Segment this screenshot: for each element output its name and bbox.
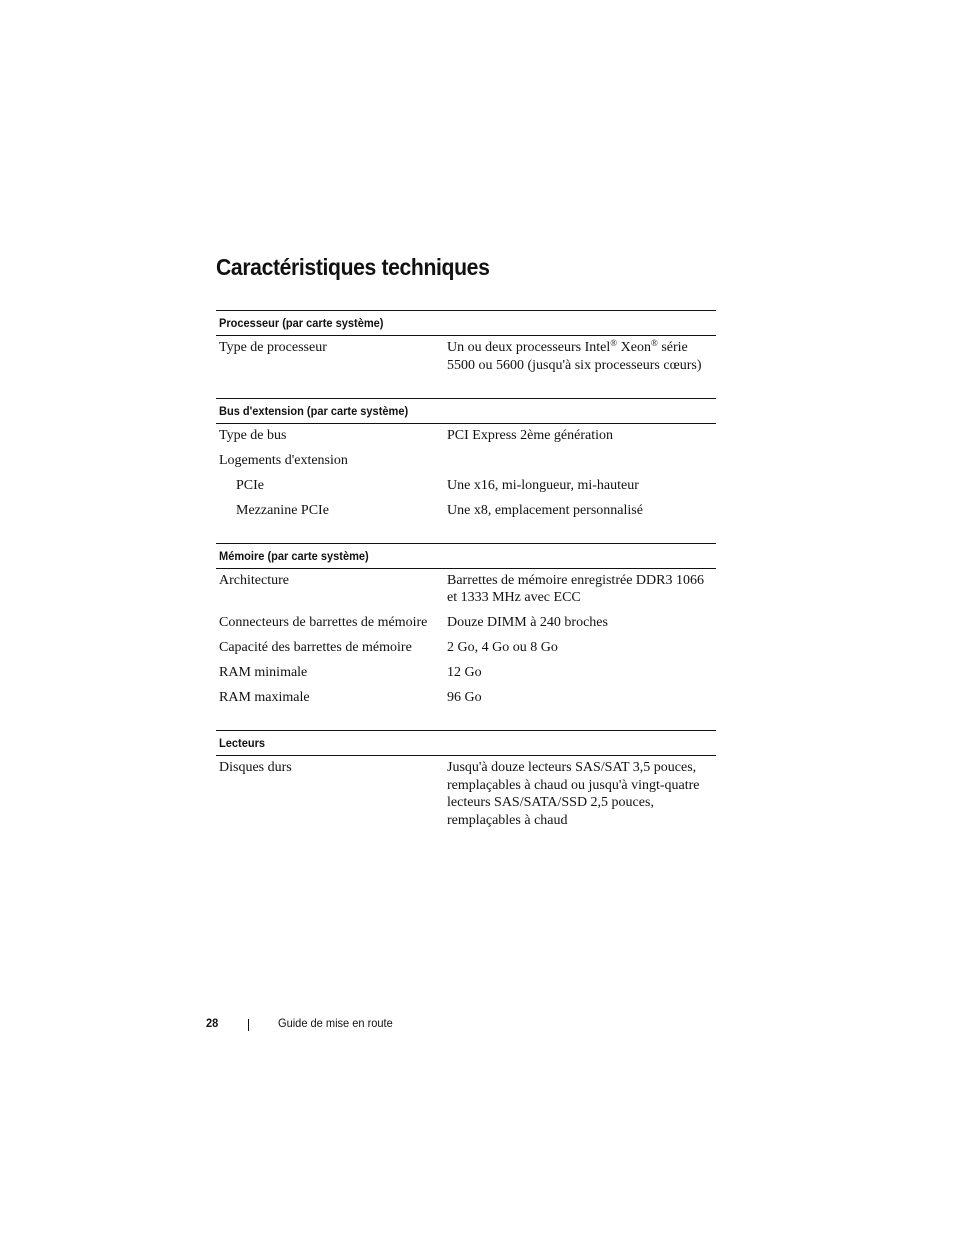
spec-row-expansion-slots — [216, 452, 716, 477]
section-processor — [216, 310, 716, 398]
spec-row-hard-drives — [216, 759, 716, 837]
spec-row-ram-max — [216, 689, 716, 714]
spec-row-processor-type — [216, 339, 716, 382]
spec-value: 12 Go — [447, 665, 482, 680]
spec-label: RAM maximale — [219, 690, 310, 705]
spec-label: Connecteurs de barrettes de mémoire — [219, 615, 428, 630]
spec-row-memory-capacity — [216, 639, 716, 664]
spec-label: Mezzanine PCIe — [236, 502, 329, 518]
spec-row-mezzanine-pcie — [216, 502, 716, 527]
section-header — [216, 730, 716, 756]
spec-row-pcie — [216, 477, 716, 502]
spec-value — [444, 452, 712, 470]
spec-row-memory-connectors — [216, 614, 716, 639]
spec-value: 96 Go — [447, 690, 482, 705]
section-memory — [216, 543, 716, 731]
section-header-label: Bus d'extension (par carte système) — [219, 403, 409, 418]
spec-value: Jusqu'à douze lecteurs SAS/SAT 3,5 pouces, remplaçables à chaud ou jusqu'à vingt-quatre lecteurs SAS/SATA/SSD 2,5 pouces, remplaçables à chaud — [447, 760, 700, 828]
spec-label: Capacité des barrettes de mémoire — [219, 640, 412, 655]
spec-label: PCIe — [236, 477, 264, 493]
spec-value: PCI Express 2ème génération — [447, 427, 614, 443]
spec-table — [216, 310, 716, 853]
section-expansion-bus — [216, 398, 716, 543]
section-header — [216, 543, 716, 569]
footer-divider — [248, 1019, 249, 1031]
spec-value: Barrettes de mémoire enregistrée DDR3 1066 et 1333 MHz avec ECC — [447, 572, 704, 605]
page-title: Caractéristiques techniques — [216, 254, 490, 280]
spec-row-architecture — [216, 572, 716, 615]
spec-value: Douze DIMM à 240 broches — [447, 615, 608, 630]
section-header — [216, 310, 716, 336]
spec-value: 2 Go, 4 Go ou 8 Go — [447, 640, 558, 655]
spec-value: Une x16, mi-longueur, mi-hauteur — [447, 477, 639, 493]
spec-label: Type de bus — [219, 427, 287, 443]
section-header-label: Mémoire (par carte système) — [219, 548, 369, 563]
spec-label: Type de processeur — [219, 340, 327, 355]
spec-value: Une x8, emplacement personnalisé — [447, 502, 643, 518]
spec-label: Disques durs — [219, 760, 292, 775]
section-header-label: Processeur (par carte système) — [219, 316, 384, 330]
section-header-label: Lecteurs — [219, 736, 266, 750]
page-number: 28 — [206, 1016, 219, 1030]
spec-label: Logements d'extension — [219, 452, 348, 468]
spec-row-bus-type — [216, 427, 716, 452]
spec-row-ram-min — [216, 664, 716, 689]
spec-value: Un ou deux processeurs Intel® Xeon® série 5500 ou 5600 (jusqu'à six processeurs cœurs) — [447, 338, 702, 373]
spec-label: Architecture — [219, 572, 289, 588]
section-header — [216, 398, 716, 424]
footer-guide-title: Guide de mise en route — [278, 1016, 393, 1030]
section-drives — [216, 730, 716, 853]
spec-label: RAM minimale — [219, 665, 308, 680]
